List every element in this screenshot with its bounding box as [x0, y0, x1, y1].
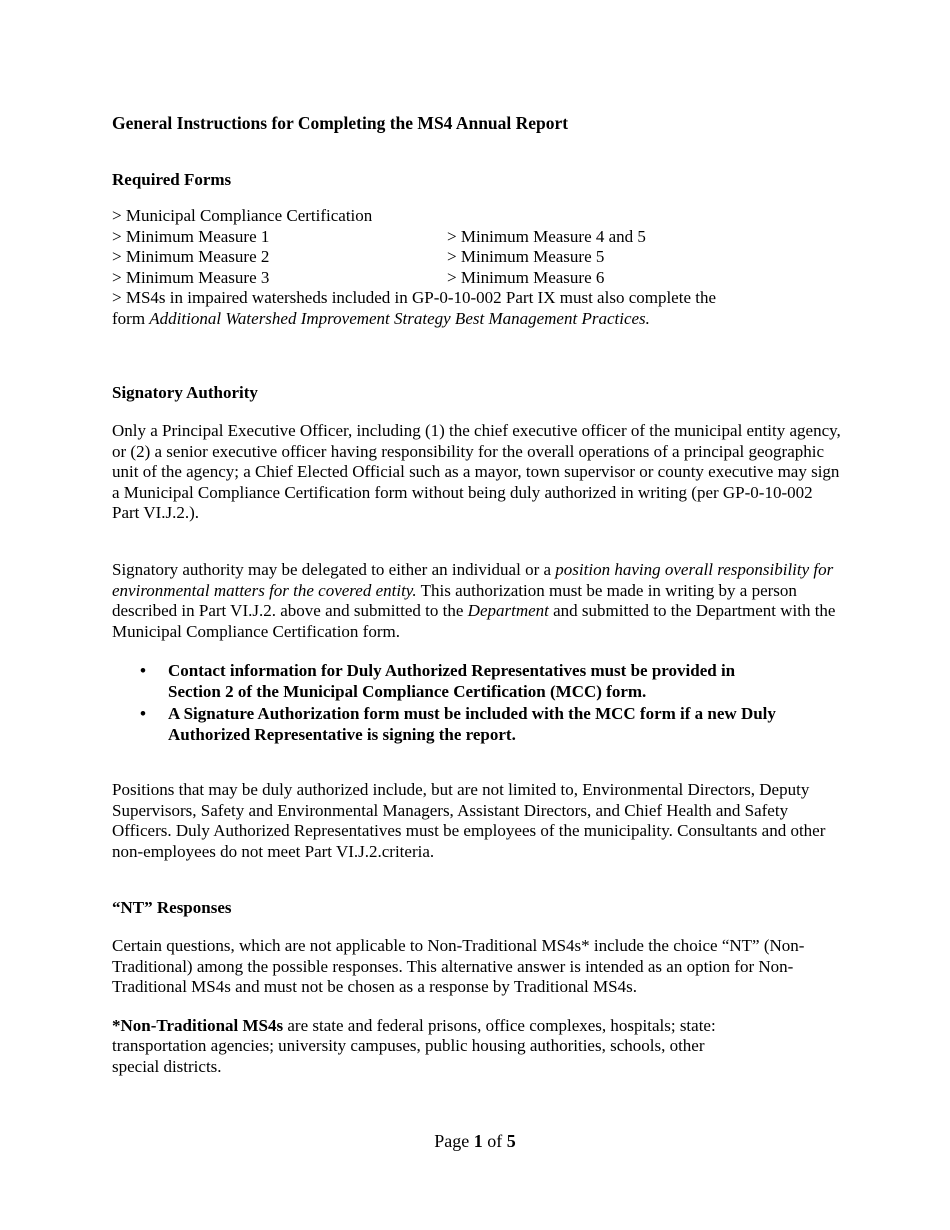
- nt-definition-line2: transportation agencies; university campuses, public housing authorities, schools, other: [112, 1036, 705, 1055]
- form-item-mm1: > Minimum Measure 1: [112, 227, 270, 246]
- form-item-mcc: > Municipal Compliance Certification: [112, 206, 373, 225]
- signatory-heading: Signatory Authority: [112, 383, 258, 402]
- nt-responses-heading: “NT” Responses: [112, 898, 232, 917]
- signatory-bullet-list: [140, 661, 790, 747]
- nt-definition-line1: *Non-Traditional MS4s are state and federal prisons, office complexes, hospitals; state:: [112, 1016, 716, 1035]
- current-page-number: 1: [473, 1131, 483, 1151]
- nt-definition-term: *Non-Traditional MS4s: [112, 1016, 284, 1035]
- form-item-mm3: > Minimum Measure 3: [112, 268, 270, 287]
- form-item-mm5: > Minimum Measure 5: [447, 247, 605, 266]
- nt-paragraph-1: Certain questions, which are not applicable to Non-Traditional MS4s* include the choice “NT” (Non-Traditional) among the possible responses. This alternative answer is intended as an option for Non-Traditional MS4s and must not be chosen as a response by Traditional MS4s.: [112, 936, 805, 996]
- document-title: General Instructions for Completing the MS4 Annual Report: [112, 113, 569, 133]
- impaired-watershed-note-line2: form Additional Watershed Improvement Strategy Best Management Practices.: [112, 309, 650, 328]
- impaired-watershed-note-line1: > MS4s in impaired watersheds included in GP-0-10-002 Part IX must also complete the: [112, 288, 717, 307]
- form-item-mm6: > Minimum Measure 6: [447, 268, 605, 287]
- positions-paragraph: Positions that may be duly authorized include, but are not limited to, Environmental Directors, Deputy Supervisors, Safety and Environmental Managers, Assistant Directors, and Chief Health and Safety Officers. Duly Authorized Representatives must be employees of the municipality. Consultants and other non-employees do not meet Part VI.J.2.criteria.: [112, 780, 826, 861]
- signatory-paragraph-2: Signatory authority may be delegated to either an individual or a position having overall responsibility for environmental matters for the covered entity. This authorization must be made in writing by a person described in Part VI.J.2. above and submitted to the Department and submitted to the Department with the Municipal Compliance Certification form.: [112, 560, 836, 641]
- page-number-footer: Page 1 of 5: [434, 1131, 516, 1151]
- list-item: • Contact information for Duly Authorized Representatives must be provided in Section 2 of the Municipal Compliance Certification (MCC) form.: [140, 661, 736, 701]
- list-item: • A Signature Authorization form must be included with the MCC form if a new Duly Authorized Representative is signing the report.: [140, 704, 776, 744]
- bullet-icon: •: [140, 704, 146, 723]
- bullet-icon: •: [140, 661, 146, 680]
- total-page-count: 5: [506, 1131, 516, 1151]
- required-forms-heading: Required Forms: [112, 170, 232, 189]
- signatory-paragraph-1: Only a Principal Executive Officer, including (1) the chief executive officer of the municipal entity agency, or (2) a senior executive officer having responsibility for the overall operations of a principal geographic unit of the agency; a Chief Elected Official such as a mayor, town supervisor or county executive may sign a Municipal Compliance Certification form without being duly authorized in writing (per GP-0-10-002 Part VI.J.2.).: [112, 421, 841, 522]
- form-item-mm4-5: > Minimum Measure 4 and 5: [447, 227, 646, 246]
- nt-definition-line3: special districts.: [112, 1057, 222, 1076]
- watershed-form-name: Additional Watershed Improvement Strategy Best Management Practices.: [149, 309, 650, 328]
- form-item-mm2: > Minimum Measure 2: [112, 247, 270, 266]
